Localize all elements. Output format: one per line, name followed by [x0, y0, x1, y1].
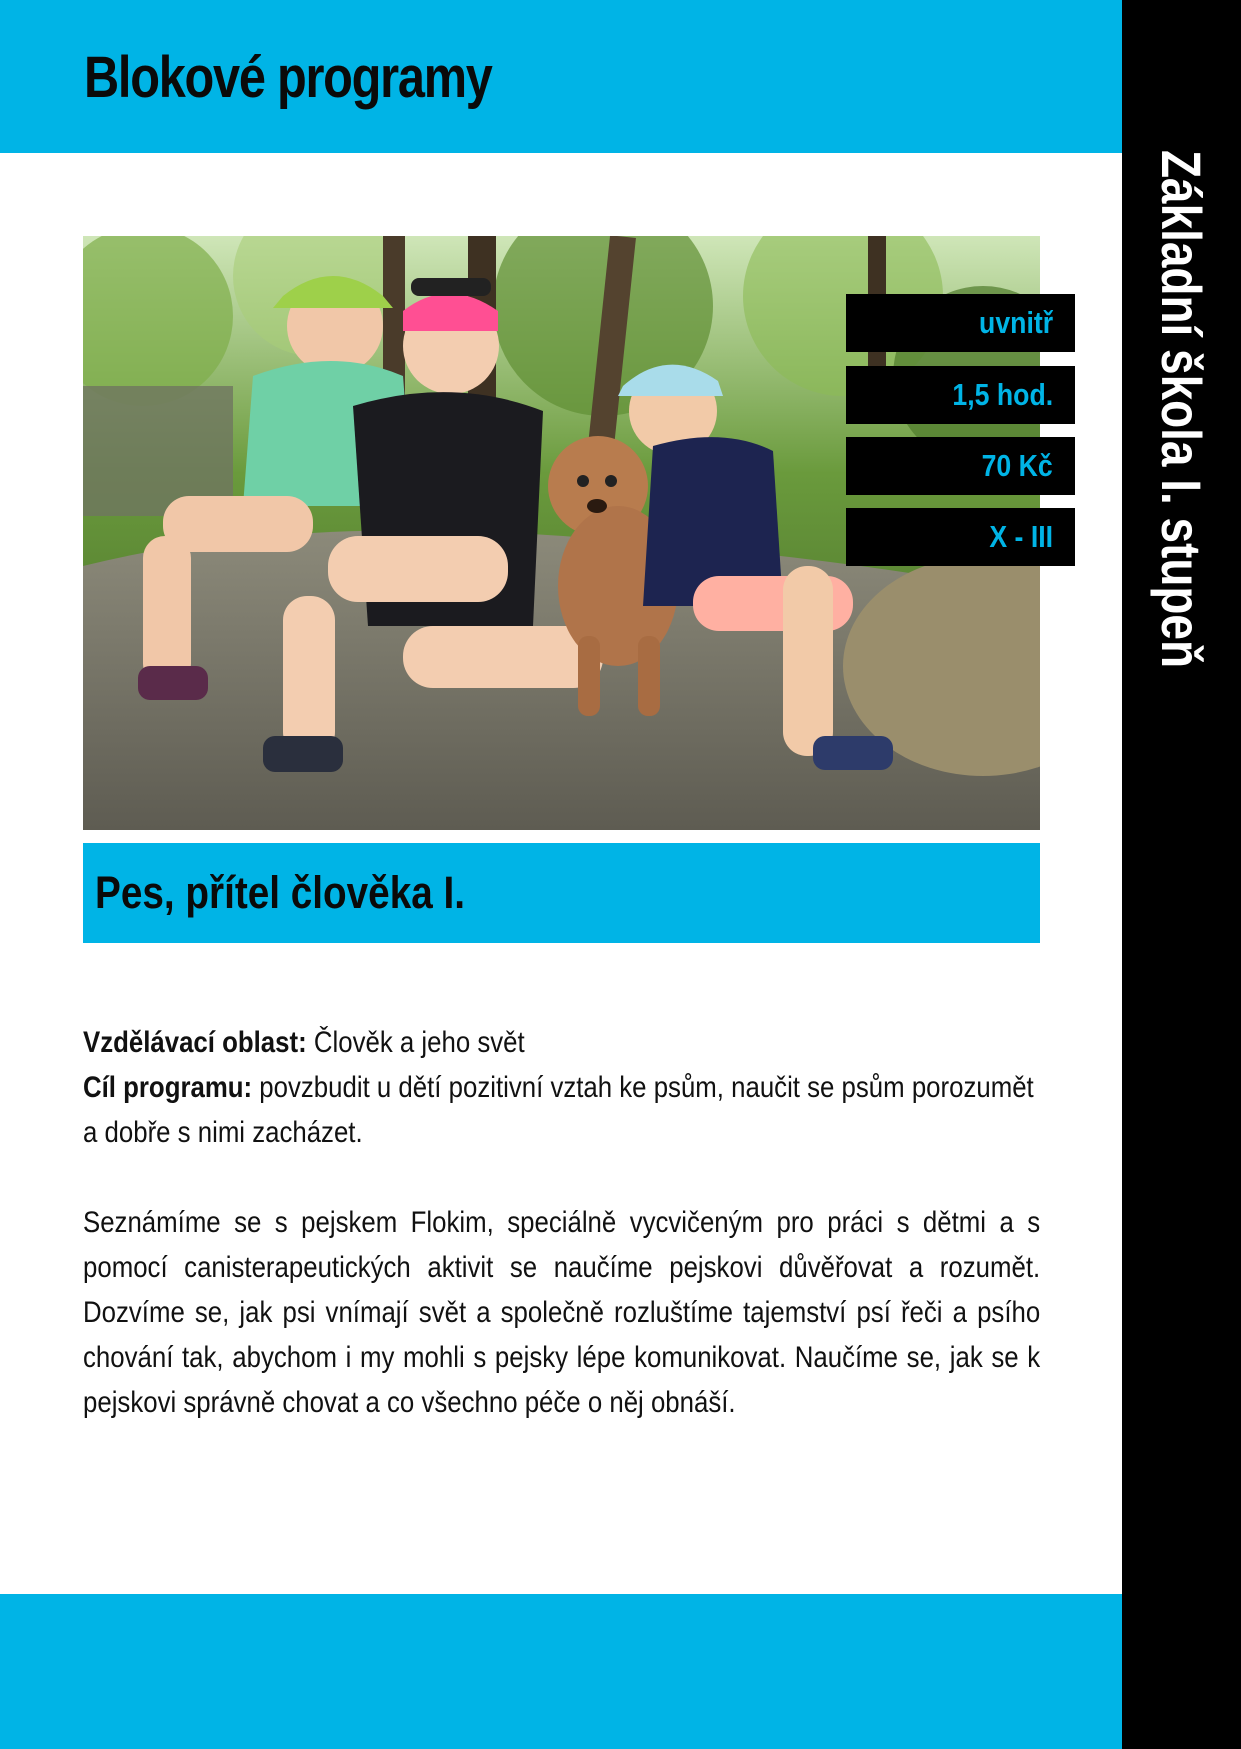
program-title-band: [83, 843, 1040, 943]
tag-price: [846, 437, 1075, 495]
page-title: Blokové programy: [84, 45, 492, 110]
goal-line: [83, 1065, 1034, 1110]
program-description: Seznámíme se s pejskem Flokim, speciálně vycvičeným pro práci s dětmi a s pomocí canisterapeutických aktivit se naučíme pejskovi důvěřovat a rozumět. Dozvíme se, jak psi vnímají svět a společně rozluštíme tajemství psí řeči a psího chování tak, abychom i my mohli s pejsky lépe komunikovat. Naučíme se, jak se k pejskovi správně chovat a co všechno péče o něj obnáší.: [83, 1206, 1041, 1419]
tag-location: [846, 294, 1075, 352]
tag-location-text: uvnitř: [978, 305, 1053, 340]
goal-label: Cíl programu:: [83, 1071, 253, 1104]
side-label-text: Základní škola I. stupeň: [1150, 150, 1213, 669]
description-wrap: [83, 1200, 1040, 1425]
footer-band: [0, 1594, 1122, 1749]
area-label: Vzdělávací oblast:: [83, 1026, 307, 1059]
program-title: Pes, přítel člověka I.: [95, 867, 466, 918]
side-label: [1151, 150, 1211, 770]
tag-duration-text: 1,5 hod.: [952, 377, 1053, 412]
header-band: [0, 0, 1122, 153]
goal-line-2: [83, 1110, 906, 1155]
goal-value-1: povzbudit u dětí pozitivní vztah ke psům, naučit se psům porozumět: [252, 1071, 1034, 1104]
tag-months: [846, 508, 1075, 566]
area-line: [83, 1020, 906, 1065]
program-details: [83, 1020, 1040, 1425]
tag-duration: [846, 366, 1075, 424]
tag-months-text: X - III: [989, 519, 1053, 554]
goal-value-2: a dobře s nimi zacházet.: [83, 1116, 363, 1149]
area-value: Člověk a jeho svět: [306, 1026, 525, 1059]
tag-price-text: 70 Kč: [981, 448, 1053, 483]
